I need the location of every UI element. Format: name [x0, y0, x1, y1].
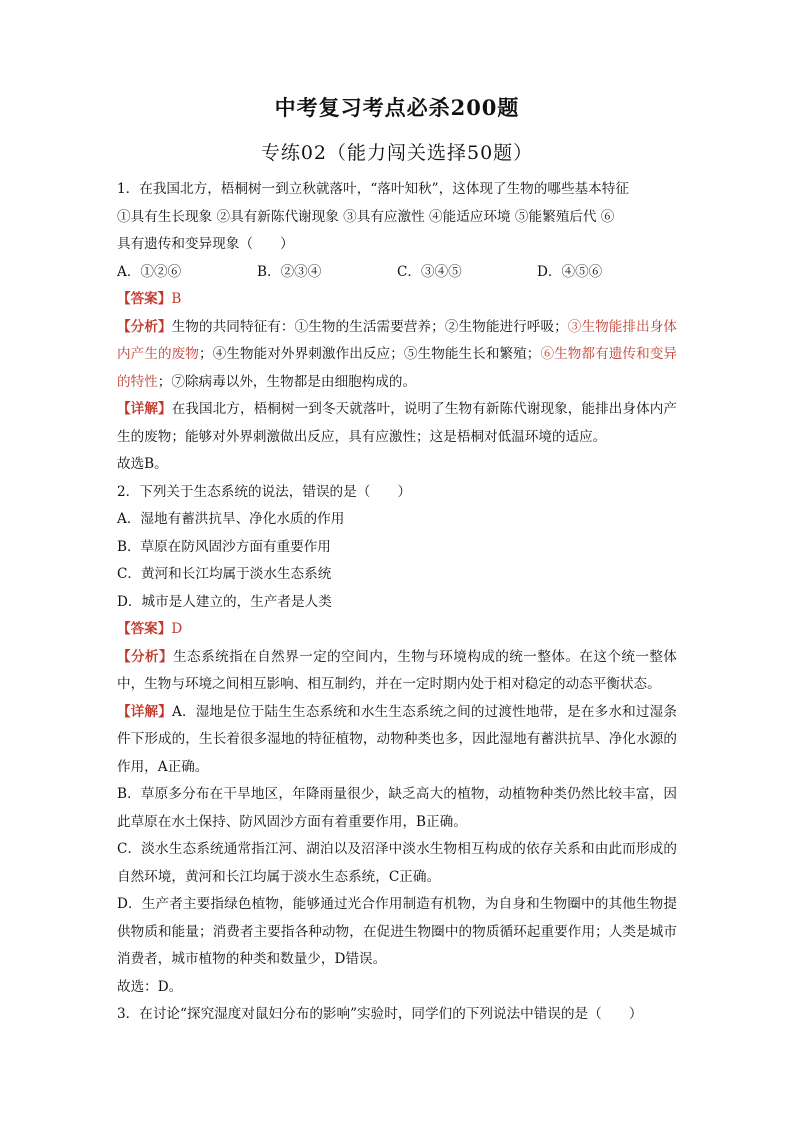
q2-detail-c: C．淡水生态系统通常指江河、湖泊以及沼泽中淡水生物相互构成的依存关系和由此而形成的自然环境，黄河和长江均属于淡水生态系统，C正确。 [117, 841, 677, 885]
analysis-text: 生态系统指在自然界一定的空间内，生物与环境构成的统一整体。在这个统一整体中，生物与环境之间相互影响、相互制约，并在一定时期内处于相对稳定的动态平衡状态。 [117, 648, 678, 692]
detail-text: 在我国北方，梧桐树一到冬天就落叶，说明了生物有新陈代谢现象，能排出身体内产生的废物；能够对外界刺激做出反应，具有应激性；这是梧桐对低温环境的适应。 [117, 401, 677, 445]
answer-tag: 【答案】 [117, 621, 172, 637]
q2-detail-b: B．草原多分布在干旱地区，年降雨量很少，缺乏高大的植物，动植物种类仍然比较丰富，因此草原在水土保持、防风固沙方面有着重要作用，B正确。 [117, 786, 677, 830]
q1-analysis [117, 314, 677, 397]
analysis-tag: 【分析】 [117, 318, 172, 335]
analysis-text-e: ；⑦除病毒以外，生物都是由细胞构成的。 [157, 373, 417, 390]
page-title: 中考复习考点必杀200题 [274, 95, 520, 120]
q1-conclusion: 故选B。 [117, 456, 168, 472]
answer-value: D [171, 621, 183, 637]
q1-options-line1: ①具有生长现象 ②具有新陈代谢现象 ③具有应激性 ④能适应环境 ⑤能繁殖后代 ⑥ [117, 208, 615, 225]
q1-detail [117, 396, 677, 451]
q2-choice-c: C．黄河和长江均属于淡水生态系统 [117, 566, 332, 582]
q1-choice-a: A．①②⑥ [117, 263, 182, 280]
q1-stem: 1．在我国北方，梧桐树一到立秋就落叶，“落叶知秋”，这体现了生物的哪些基本特征 [117, 181, 629, 197]
analysis-text-a: 生物的共同特征有：①生物的生活需要营养；②生物能进行呼吸； [171, 318, 568, 335]
q2-conclusion: 故选：D。 [117, 978, 183, 995]
q1-choice-b: B．②③④ [257, 263, 322, 280]
q2-choice-d: D．城市是人建立的，生产者是人类 [117, 593, 332, 610]
analysis-text-b: ③生物能排出身体内产生的废物 [117, 318, 677, 362]
answer-value: B [171, 291, 182, 307]
q1-choice-d: D．④⑤⑥ [537, 263, 603, 280]
q3-stem: 3．在讨论“探究湿度对鼠妇分布的影响”实验时，同学们的下列说法中错误的是（ ） [117, 1006, 643, 1022]
analysis-text-c: ；④生物能对外界刺激作出反应；⑤生物能生长和繁殖； [198, 346, 541, 362]
q2-choice-b: B．草原在防风固沙方面有重要作用 [117, 538, 331, 555]
analysis-tag: 【分析】 [117, 648, 174, 665]
q1-answer [117, 286, 677, 314]
q2-answer [117, 616, 677, 644]
detail-tag: 【详解】 [117, 703, 173, 720]
detail-tag: 【详解】 [117, 401, 172, 417]
q2-stem: 2．下列关于生态系统的说法，错误的是（ ） [117, 483, 412, 500]
q2-detail-a [117, 699, 677, 782]
q1-options-line2: 具有遗传和变异现象（ ） [117, 236, 294, 252]
question-content [117, 176, 677, 1029]
page-subtitle: 专练02（能力闯关选择50题） [260, 142, 534, 164]
q1-choice-c: C．③④⑤ [397, 263, 462, 280]
q1-choices [117, 259, 677, 287]
detail-text-a: A．湿地是位于陆生生态系统和水生生态系统之间的过渡性地带，是在多水和过湿条件下形成的，生长着很多湿地的特征植物，动物种类也多，因此湿地有蓄洪抗旱、净化水源的作用，A正确。 [117, 703, 678, 775]
analysis-text-d: ⑥生物都有遗传和变异的特性 [117, 346, 678, 390]
q2-detail-d: D．生产者主要指绿色植物，能够通过光合作用制造有机物，为自身和生物圈中的其他生物提供物质和能量；消费者主要指各种动物，在促进生物圈中的物质循环起重要作用；人类是城市消费者，城市植物的种类和数量少，D错误。 [117, 896, 677, 967]
q2-analysis [117, 644, 677, 699]
q2-choice-a: A．湿地有蓄洪抗旱、净化水质的作用 [117, 511, 345, 527]
answer-tag: 【答案】 [117, 291, 172, 307]
